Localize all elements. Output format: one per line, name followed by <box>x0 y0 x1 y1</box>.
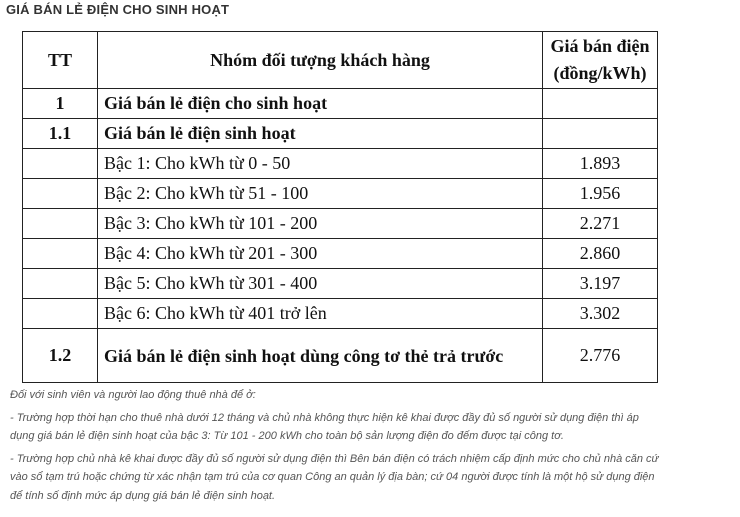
notes-item-2: - Trường hợp chủ nhà kê khai được đầy đủ số người sử dụng điện thì Bên bán điện có trách nhiệm cấp định mức cho chủ nhà căn cứ vào sổ tạm trú hoặc chứng từ xác nhận tạm trú của cơ quan Công an quản lý địa bàn; cứ 04 người được tính là một hộ sử dụng điện để tính số định mức áp dụng giá bán lẻ điện sinh hoạt. <box>10 452 659 502</box>
row-price: 3.197 <box>543 269 658 299</box>
header-tt: TT <box>23 32 98 89</box>
row-group: Bậc 4: Cho kWh từ 201 - 300 <box>98 239 543 269</box>
row-price: 3.302 <box>543 299 658 329</box>
header-customer-group: Nhóm đối tượng khách hàng <box>98 32 543 89</box>
row-price <box>543 119 658 149</box>
notes-item-1: - Trường hợp thời hạn cho thuê nhà dưới 12 tháng và chủ nhà không thực hiện kê khai được đầy đủ số người sử dụng điện thì áp dụng giá bán lẻ điện sinh hoạt của bậc 3: Từ 101 - 200 kWh cho toàn bộ sản lượng điện đo đếm được tại công tơ. <box>10 411 639 442</box>
row-tt: 1 <box>23 89 98 119</box>
row-group: Bậc 3: Cho kWh từ 101 - 200 <box>98 209 543 239</box>
header-price-line2: (đồng/kWh) <box>553 63 647 83</box>
row-tt <box>23 179 98 209</box>
row-price <box>543 89 658 119</box>
table-row <box>23 179 658 209</box>
page-title: GIÁ BÁN LẺ ĐIỆN CHO SINH HOẠT <box>6 2 230 17</box>
row-tt <box>23 299 98 329</box>
header-price-line1: Giá bán điện <box>550 36 650 56</box>
notes-intro: Đối với sinh viên và người lao động thuê nhà để ở: <box>10 389 256 401</box>
row-price: 2.271 <box>543 209 658 239</box>
table-row <box>23 89 658 119</box>
table-row <box>23 299 658 329</box>
row-price: 2.860 <box>543 239 658 269</box>
table-row <box>23 329 658 383</box>
row-group: Bậc 5: Cho kWh từ 301 - 400 <box>98 269 543 299</box>
row-tt: 1.2 <box>23 329 98 383</box>
row-price: 1.956 <box>543 179 658 209</box>
table-row <box>23 269 658 299</box>
row-price: 2.776 <box>543 329 658 383</box>
row-group: Bậc 6: Cho kWh từ 401 trở lên <box>98 299 543 329</box>
row-group: Giá bán lẻ điện sinh hoạt dùng công tơ thẻ trả trước <box>98 329 543 383</box>
row-group: Giá bán lẻ điện cho sinh hoạt <box>98 89 543 119</box>
row-tt <box>23 149 98 179</box>
notes-section <box>10 386 665 509</box>
row-tt <box>23 209 98 239</box>
table-row <box>23 149 658 179</box>
table-row <box>23 119 658 149</box>
row-tt: 1.1 <box>23 119 98 149</box>
tariff-table <box>22 31 658 383</box>
table-row <box>23 239 658 269</box>
row-tt <box>23 239 98 269</box>
row-tt <box>23 269 98 299</box>
table-row <box>23 209 658 239</box>
header-price <box>543 32 658 89</box>
row-group: Giá bán lẻ điện sinh hoạt <box>98 119 543 149</box>
row-group: Bậc 2: Cho kWh từ 51 - 100 <box>98 179 543 209</box>
table-header-row <box>23 32 658 89</box>
row-group: Bậc 1: Cho kWh từ 0 - 50 <box>98 149 543 179</box>
row-price: 1.893 <box>543 149 658 179</box>
